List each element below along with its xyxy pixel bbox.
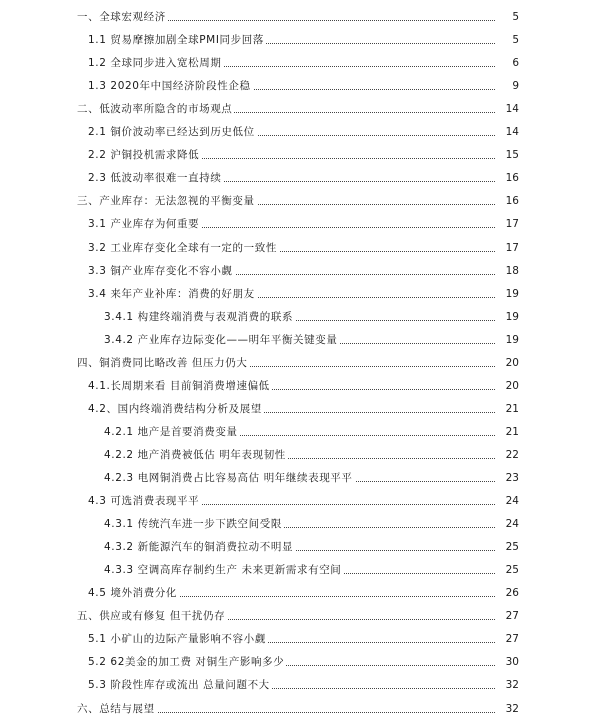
toc-entry-title: 4.2、国内终端消费结构分析及展望 xyxy=(88,398,264,421)
toc-entry[interactable] xyxy=(0,467,605,490)
toc-entry-title: 1.2 全球同步进入宽松周期 xyxy=(88,52,223,75)
toc-entry-title: 5.3 阶段性库存或流出 总量问题不大 xyxy=(88,674,272,697)
toc-entry-page-number: 18 xyxy=(496,260,519,283)
toc-entry-page-number: 19 xyxy=(496,283,519,306)
toc-entry-page-number: 27 xyxy=(496,628,519,651)
toc-entry-title: 五、供应或有修复 但干扰仍存 xyxy=(77,605,227,628)
toc-entry[interactable] xyxy=(0,260,605,283)
toc-entry[interactable] xyxy=(0,75,605,98)
toc-entry[interactable] xyxy=(0,375,605,398)
toc-entry-page-number: 20 xyxy=(496,352,519,375)
toc-entry[interactable] xyxy=(0,536,605,559)
toc-entry-title: 2.3 低波动率很难一直持续 xyxy=(88,167,223,190)
toc-entry[interactable] xyxy=(0,582,605,605)
toc-entry-page-number: 14 xyxy=(496,98,519,121)
toc-entry-title: 3.3 铜产业库存变化不容小觑 xyxy=(88,260,235,283)
toc-entry-title: 5.1 小矿山的边际产量影响不容小觑 xyxy=(88,628,268,651)
toc-entry-page-number: 25 xyxy=(496,536,519,559)
toc-entry-page-number: 23 xyxy=(496,467,519,490)
toc-entry-title: 三、产业库存：无法忽视的平衡变量 xyxy=(77,190,257,213)
toc-entry[interactable] xyxy=(0,674,605,697)
toc-entry-title: 4.2.1 地产是首要消费变量 xyxy=(104,421,240,444)
toc-entry[interactable] xyxy=(0,29,605,52)
toc-entry-page-number: 24 xyxy=(496,490,519,513)
toc-entry[interactable] xyxy=(0,213,605,236)
toc-entry-page-number: 26 xyxy=(496,582,519,605)
toc-entry-title: 4.1.长周期来看 目前铜消费增速偏低 xyxy=(88,375,272,398)
toc-entry-page-number: 16 xyxy=(496,167,519,190)
toc-entry[interactable] xyxy=(0,490,605,513)
toc-entry-title: 二、低波动率所隐含的市场观点 xyxy=(77,98,234,121)
toc-entry[interactable] xyxy=(0,98,605,121)
toc-entry-title: 3.4.1 构建终端消费与表观消费的联系 xyxy=(104,306,295,329)
toc-entry[interactable] xyxy=(0,167,605,190)
toc-entry-page-number: 20 xyxy=(496,375,519,398)
toc-entry-title: 3.4.2 产业库存边际变化——明年平衡关键变量 xyxy=(104,329,339,352)
toc-entry[interactable] xyxy=(0,121,605,144)
toc-entry[interactable] xyxy=(0,237,605,260)
toc-entry-title: 4.3.3 空调高库存制约生产 未来更新需求有空间 xyxy=(104,559,343,582)
toc-entry[interactable] xyxy=(0,306,605,329)
toc-entry-page-number: 19 xyxy=(496,306,519,329)
toc-entry-title: 2.2 沪铜投机需求降低 xyxy=(88,144,201,167)
toc-entry[interactable] xyxy=(0,6,605,29)
toc-entry-page-number: 32 xyxy=(496,674,519,697)
toc-entry[interactable] xyxy=(0,651,605,674)
toc-entry[interactable] xyxy=(0,190,605,213)
toc-entry-page-number: 17 xyxy=(496,213,519,236)
toc-entry[interactable] xyxy=(0,421,605,444)
toc-entry-title: 一、全球宏观经济 xyxy=(77,6,168,29)
toc-entry-title: 四、铜消费同比略改善 但压力仍大 xyxy=(77,352,249,375)
toc-entry-page-number: 17 xyxy=(496,237,519,260)
toc-entry-title: 2.1 铜价波动率已经达到历史低位 xyxy=(88,121,257,144)
toc-entry-page-number: 14 xyxy=(496,121,519,144)
toc-entry[interactable] xyxy=(0,144,605,167)
toc-entry-page-number: 32 xyxy=(496,698,519,721)
toc-entry-page-number: 22 xyxy=(496,444,519,467)
toc-entry[interactable] xyxy=(0,698,605,721)
toc-entry-page-number: 30 xyxy=(496,651,519,674)
toc-entry-page-number: 25 xyxy=(496,559,519,582)
toc-entry[interactable] xyxy=(0,444,605,467)
toc-entry-page-number: 15 xyxy=(496,144,519,167)
toc-entry-title: 1.3 2020年中国经济阶段性企稳 xyxy=(88,75,253,98)
toc-entry[interactable] xyxy=(0,52,605,75)
toc-entry-title: 3.2 工业库存变化全球有一定的一致性 xyxy=(88,237,279,260)
toc-entry[interactable] xyxy=(0,628,605,651)
toc-entry[interactable] xyxy=(0,605,605,628)
toc-entry[interactable] xyxy=(0,513,605,536)
toc-entry-title: 4.3.2 新能源汽车的铜消费拉动不明显 xyxy=(104,536,295,559)
toc-entry-page-number: 5 xyxy=(496,29,519,52)
toc-entry-title: 4.3 可选消费表现平平 xyxy=(88,490,201,513)
toc-entry[interactable] xyxy=(0,283,605,306)
toc-entry-page-number: 6 xyxy=(496,52,519,75)
toc-entry-page-number: 21 xyxy=(496,398,519,421)
toc-entry[interactable] xyxy=(0,352,605,375)
toc-entry[interactable] xyxy=(0,559,605,582)
toc-entry-page-number: 21 xyxy=(496,421,519,444)
toc-entry-title: 3.4 来年产业补库：消费的好朋友 xyxy=(88,283,257,306)
toc-entry-title: 1.1 贸易摩擦加剧全球PMI同步回落 xyxy=(88,29,266,52)
toc-entry-title: 4.2.2 地产消费被低估 明年表现韧性 xyxy=(104,444,288,467)
toc-entry-page-number: 16 xyxy=(496,190,519,213)
toc-entry-page-number: 24 xyxy=(496,513,519,536)
toc-entry-title: 4.5 境外消费分化 xyxy=(88,582,179,605)
toc-entry-title: 3.1 产业库存为何重要 xyxy=(88,213,201,236)
toc-entry-page-number: 27 xyxy=(496,605,519,628)
toc-entry-page-number: 19 xyxy=(496,329,519,352)
toc-entry-title: 5.2 62美金的加工费 对铜生产影响多少 xyxy=(88,651,286,674)
toc-entry-page-number: 5 xyxy=(496,6,519,29)
toc-entry[interactable] xyxy=(0,398,605,421)
toc-entry-page-number: 9 xyxy=(496,75,519,98)
toc-entry-title: 六、总结与展望 xyxy=(77,698,157,721)
toc-entry-title: 4.2.3 电网铜消费占比容易高估 明年继续表现平平 xyxy=(104,467,355,490)
toc-entry-title: 4.3.1 传统汽车进一步下跌空间受限 xyxy=(104,513,284,536)
toc-entry[interactable] xyxy=(0,329,605,352)
